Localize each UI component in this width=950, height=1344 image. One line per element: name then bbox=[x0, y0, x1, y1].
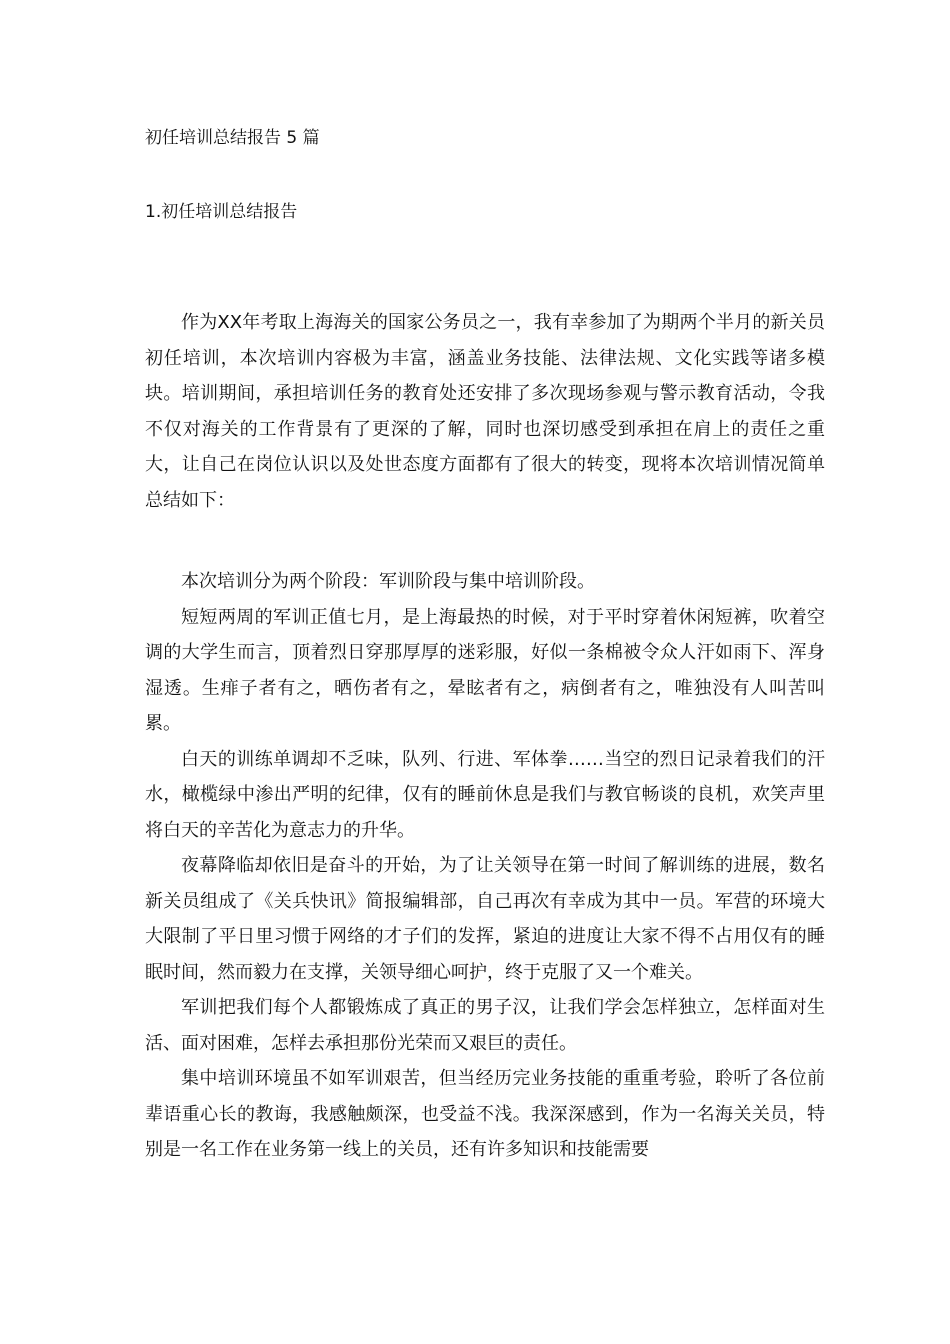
paragraph-stages: 本次培训分为两个阶段：军训阶段与集中培训阶段。 bbox=[181, 571, 595, 592]
paragraph-daytime-training: 白天的训练单调却不乏味，队列、行进、军体拳……当空的烈日记录着我们的汗水，橄榄绿中渗出严明的纪律，仅有的睡前休息是我们与教官畅谈的良机，欢笑声里将白天的辛苦化为意志力的升华。 bbox=[145, 748, 825, 841]
training-block bbox=[145, 564, 825, 1168]
paragraph-night-work: 夜幕降临却依旧是奋斗的开始，为了让关领导在第一时间了解训练的进展，数名新关员组成了《关兵快讯》简报编辑部，自己再次有幸成为其中一员。军营的环境大大限制了平日里习惯于网络的才子们的发挥，紧迫的进度让大家不得不占用仅有的睡眠时间，然而毅力在支撑，关领导细心呵护，终于克服了又一个难关。 bbox=[145, 855, 825, 983]
paragraph-centralized-training: 集中培训环境虽不如军训艰苦，但当经历完业务技能的重重考验，聆听了各位前辈语重心长的教诲，我感触颇深，也受益不浅。我深深感到，作为一名海关关员，特别是一名工作在业务第一线上的关员，还有许多知识和技能需要 bbox=[145, 1068, 825, 1160]
paragraph-military-training: 短短两周的军训正值七月，是上海最热的时候，对于平时穿着休闲短裤，吹着空调的大学生而言，顶着烈日穿那厚厚的迷彩服，好似一条棉被令众人汗如雨下、浑身湿透。生痱子者有之，晒伤者有之，晕眩者有之，病倒者有之，唯独没有人叫苦叫累。 bbox=[145, 606, 825, 734]
paragraph-military-lessons: 军训把我们每个人都锻炼成了真正的男子汉，让我们学会怎样独立，怎样面对生活、面对困难，怎样去承担那份光荣而又艰巨的责任。 bbox=[145, 997, 825, 1054]
section-heading: 1.初任培训总结报告 bbox=[145, 202, 298, 222]
intro-block bbox=[145, 305, 825, 518]
paragraph-intro: 作为XX年考取上海海关的国家公务员之一，我有幸参加了为期两个半月的新关员初任培训，本次培训内容极为丰富，涵盖业务技能、法律法规、文化实践等诸多模块。培训期间，承担培训任务的教育处还安排了多次现场参观与警示教育活动，令我不仅对海关的工作背景有了更深的了解，同时也深切感受到承担在肩上的责任之重大，让自己在岗位认识以及处世态度方面都有了很大的转变，现将本次培训情况简单总结如下： bbox=[145, 312, 825, 511]
document-title: 初任培训总结报告 5 篇 bbox=[145, 128, 320, 148]
